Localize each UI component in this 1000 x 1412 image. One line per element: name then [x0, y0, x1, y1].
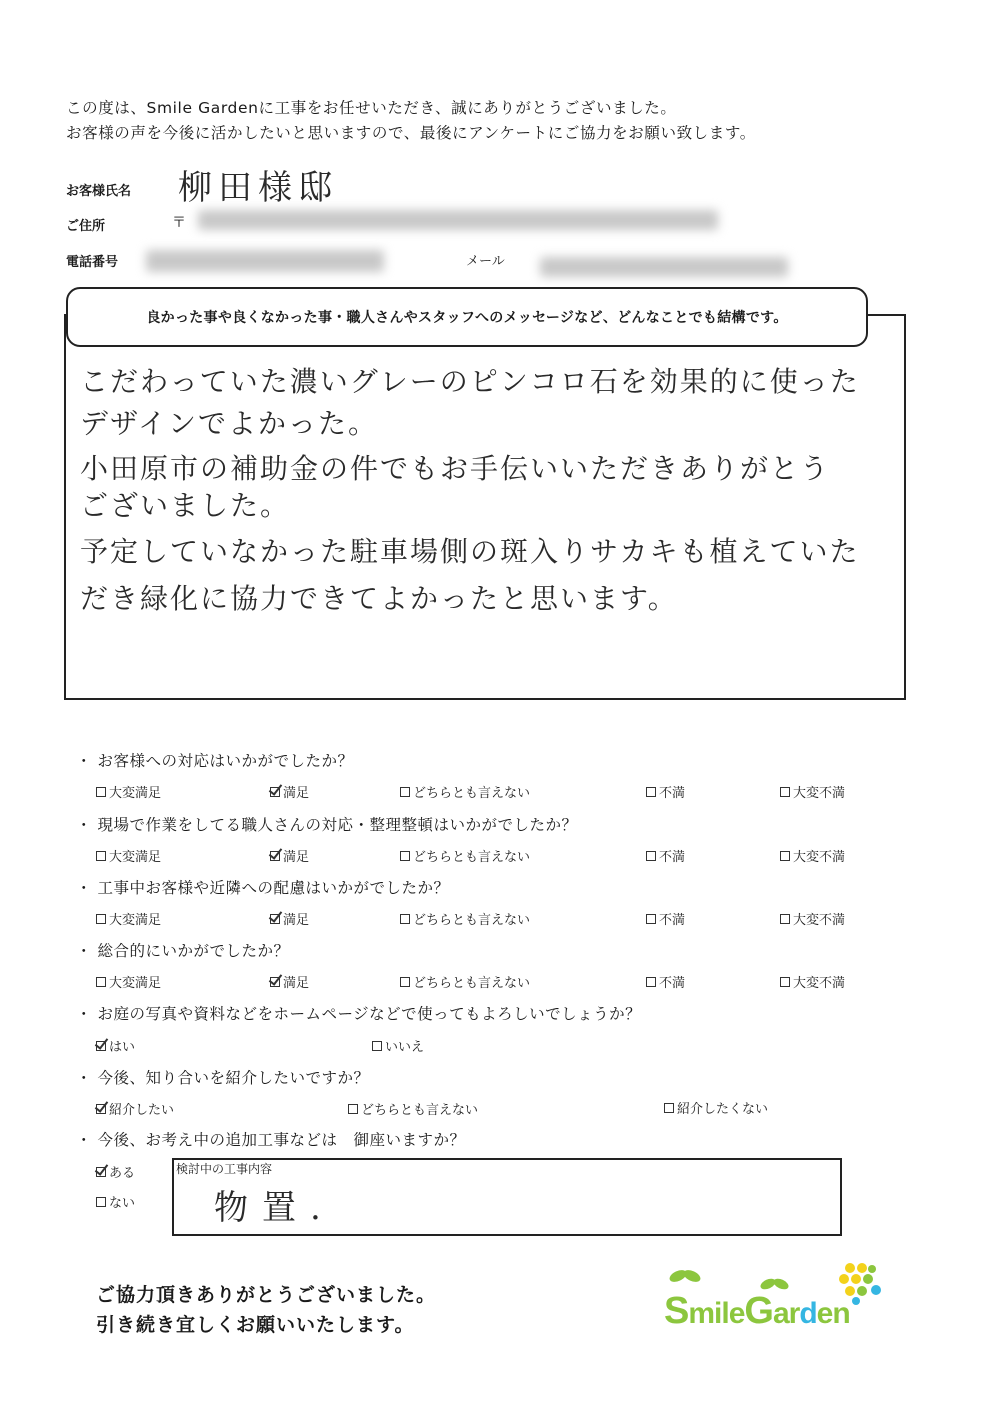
q6-option-2[interactable]: どちらとも言えない: [348, 1099, 478, 1118]
q1-option-4[interactable]: 不満: [646, 782, 685, 801]
q1-option-1[interactable]: 大変満足: [96, 782, 161, 801]
closing-line-1: ご協力頂きありがとうございました。: [96, 1284, 437, 1306]
q4-option-3[interactable]: どちらとも言えない: [400, 972, 530, 991]
checkbox-icon[interactable]: [400, 914, 410, 924]
question-6: ・ 今後、知り合いを紹介したいですか？: [76, 1069, 370, 1087]
address-redacted: [198, 210, 718, 230]
message-heading: 良かった事や良くなかった事・職人さんやスタッフへのメッセージなど、どんなことでも結構です。: [66, 287, 868, 347]
question-3: ・ 工事中お客様や近隣への配慮はいかがでしたか？: [76, 879, 450, 897]
checkbox-icon[interactable]: [780, 914, 790, 924]
checkbox-checked-icon[interactable]: [270, 914, 280, 924]
customer-name-label: お客様氏名: [66, 184, 132, 199]
q2-option-4[interactable]: 不満: [646, 846, 685, 865]
q1-option-5[interactable]: 大変不満: [780, 782, 845, 801]
q6-option-3[interactable]: 紹介したくない: [664, 1098, 768, 1117]
checkbox-icon[interactable]: [96, 1197, 106, 1207]
phone-label: 電話番号: [66, 255, 119, 270]
q7-option-2[interactable]: ない: [96, 1192, 135, 1211]
checkbox-icon[interactable]: [646, 977, 656, 987]
q4-option-5[interactable]: 大変不満: [780, 972, 845, 991]
comment-line-3: 小田原市の補助金の件でもお手伝いいただきありがとう: [80, 452, 831, 485]
question-5: ・ お庭の写真や資料などをホームページなどで使ってもよろしいでしょうか？: [76, 1005, 642, 1023]
checkbox-icon[interactable]: [96, 977, 106, 987]
checkbox-icon[interactable]: [646, 851, 656, 861]
postal-mark: 〒: [172, 215, 186, 231]
checkbox-icon[interactable]: [372, 1041, 382, 1051]
question-2: ・ 現場で作業をしてる職人さんの対応・整理整頓はいかがでしたか？: [76, 816, 578, 834]
question-7: ・ 今後、お考え中の追加工事などは 御座いますか？: [76, 1131, 466, 1149]
address-label: ご住所: [66, 219, 106, 234]
checkbox-icon[interactable]: [400, 787, 410, 797]
checkbox-icon[interactable]: [96, 914, 106, 924]
comment-line-5: 予定していなかった駐車場側の斑入りサカキも植えていた: [80, 535, 860, 568]
q2-option-1[interactable]: 大変満足: [96, 846, 161, 865]
email-label: メール: [466, 254, 505, 269]
q3-option-5[interactable]: 大変不満: [780, 909, 845, 928]
question-4: ・ 総合的にいかがでしたか？: [76, 942, 290, 960]
planned-work-label: 検討中の工事内容: [176, 1162, 273, 1176]
q5-option-2[interactable]: いいえ: [372, 1036, 424, 1055]
q2-option-5[interactable]: 大変不満: [780, 846, 845, 865]
q1-option-3[interactable]: どちらとも言えない: [400, 782, 530, 801]
email-redacted: [540, 257, 788, 277]
planned-work-value: 物置.: [214, 1188, 335, 1228]
checkbox-icon[interactable]: [664, 1103, 674, 1113]
q2-option-3[interactable]: どちらとも言えない: [400, 846, 530, 865]
q3-option-2[interactable]: 満足: [270, 909, 309, 928]
q1-option-2[interactable]: 満足: [270, 782, 309, 801]
q6-option-1[interactable]: 紹介したい: [96, 1099, 174, 1118]
checkbox-icon[interactable]: [96, 787, 106, 797]
q2-option-2[interactable]: 満足: [270, 846, 309, 865]
logo-text: SmileGarden: [664, 1290, 850, 1332]
comment-line-1: こだわっていた濃いグレーのピンコロ石を効果的に使った: [80, 365, 860, 398]
checkbox-icon[interactable]: [780, 977, 790, 987]
q4-option-1[interactable]: 大変満足: [96, 972, 161, 991]
q7-option-1[interactable]: ある: [96, 1162, 135, 1181]
smile-garden-logo: [660, 1262, 910, 1342]
q3-option-3[interactable]: どちらとも言えない: [400, 909, 530, 928]
checkbox-icon[interactable]: [400, 851, 410, 861]
checkbox-checked-icon[interactable]: [96, 1167, 106, 1177]
checkbox-icon[interactable]: [646, 914, 656, 924]
comment-line-2: デザインでよかった。: [80, 407, 379, 440]
checkbox-checked-icon[interactable]: [96, 1104, 106, 1114]
intro-line-1: この度は、Smile Gardenに工事をお任せいただき、誠にありがとうございました。: [66, 99, 677, 117]
checkbox-icon[interactable]: [780, 851, 790, 861]
checkbox-icon[interactable]: [96, 851, 106, 861]
q4-option-2[interactable]: 満足: [270, 972, 309, 991]
customer-name-value: 柳田様邸: [178, 168, 338, 208]
question-1: ・ お客様への対応はいかがでしたか？: [76, 752, 354, 770]
checkbox-checked-icon[interactable]: [270, 787, 280, 797]
comment-line-6: だき緑化に協力できてよかったと思います。: [80, 582, 678, 615]
checkbox-icon[interactable]: [646, 787, 656, 797]
comment-line-4: ございました。: [80, 489, 291, 522]
checkbox-icon[interactable]: [400, 977, 410, 987]
checkbox-icon[interactable]: [348, 1104, 358, 1114]
checkbox-checked-icon[interactable]: [96, 1041, 106, 1051]
closing-line-2: 引き続き宜しくお願いいたします。: [96, 1314, 415, 1336]
q3-option-1[interactable]: 大変満足: [96, 909, 161, 928]
phone-redacted: [146, 250, 384, 272]
intro-line-2: お客様の声を今後に活かしたいと思いますので、最後にアンケートにご協力をお願い致します。: [66, 124, 756, 142]
q5-option-1[interactable]: はい: [96, 1036, 135, 1055]
checkbox-checked-icon[interactable]: [270, 977, 280, 987]
q3-option-4[interactable]: 不満: [646, 909, 685, 928]
q4-option-4[interactable]: 不満: [646, 972, 685, 991]
checkbox-icon[interactable]: [780, 787, 790, 797]
checkbox-checked-icon[interactable]: [270, 851, 280, 861]
